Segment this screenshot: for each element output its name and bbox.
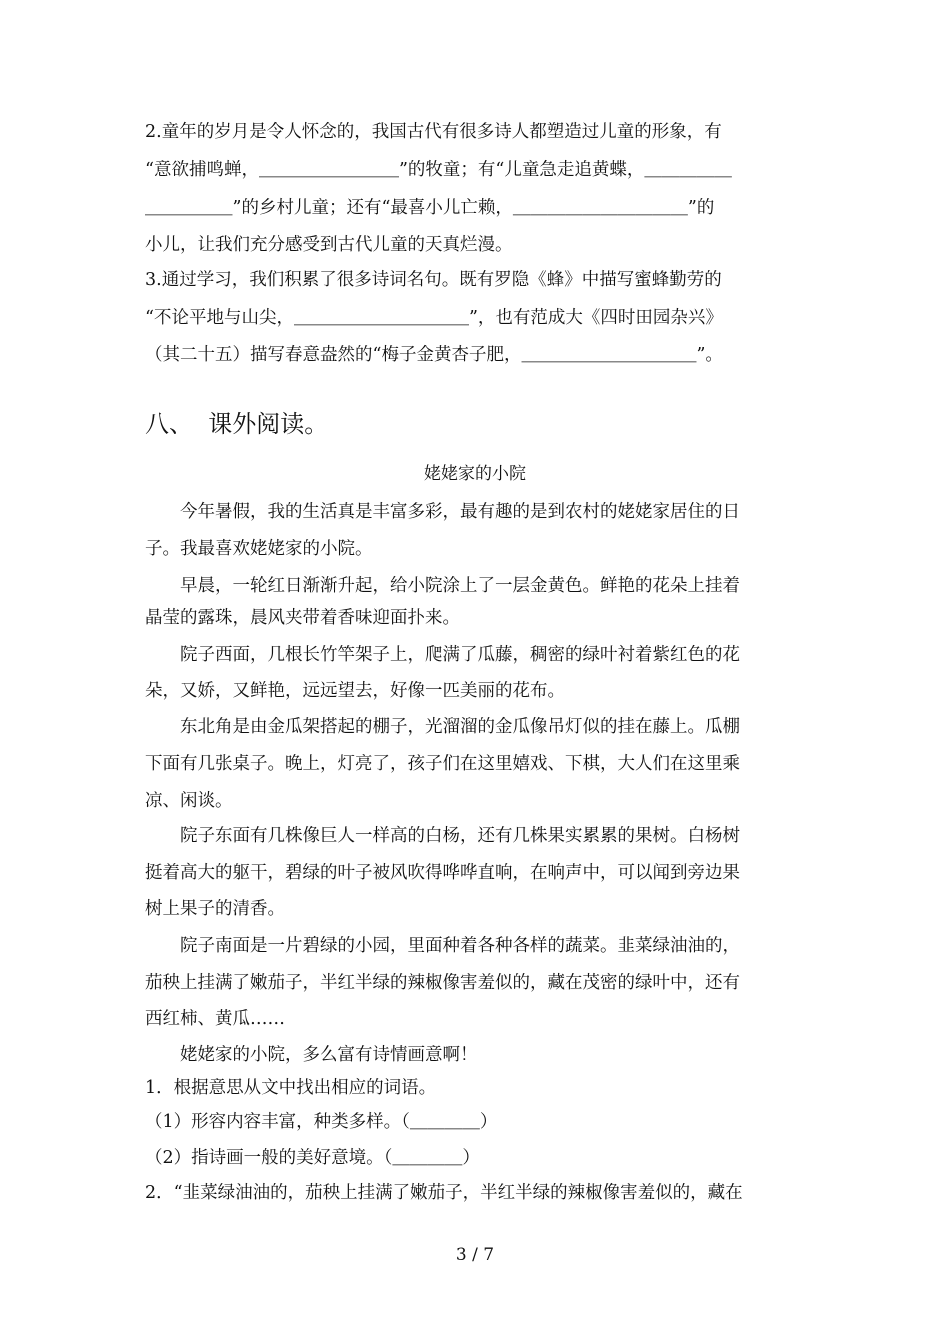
text-line: ＿＿＿＿＿”的乡村儿童；还有“最喜小儿亡赖，＿＿＿＿＿＿＿＿＿＿”的 — [145, 198, 715, 218]
passage-line: 朵，又娇，又鲜艳，远远望去，好像一匹美丽的花布。 — [145, 681, 565, 701]
page-number: 3 / 7 — [455, 1245, 495, 1265]
text-line: 小儿，让我们充分感受到古代儿童的天真烂漫。 — [145, 235, 513, 255]
question-line: 1．根据意思从文中找出相应的词语。 — [145, 1078, 437, 1098]
text-line: “意欲捕鸣蝉，＿＿＿＿＿＿＿＿”的牧童；有“儿童急走追黄蝶，＿＿＿＿＿ — [145, 160, 732, 180]
text-line: “不论平地与山尖，＿＿＿＿＿＿＿＿＿＿”，也有范成大《四时田园杂兴》 — [145, 308, 723, 328]
question-line: 2．“韭菜绿油油的，茄秧上挂满了嫩茄子，半红半绿的辣椒像害羞似的，藏在 — [145, 1183, 743, 1203]
passage-line: 晶莹的露珠，晨风夹带着香味迎面扑来。 — [145, 608, 460, 628]
question-line: （2）指诗画一般的美好意境。（＿＿＿＿） — [145, 1148, 480, 1168]
passage-line: 西红柿、黄瓜…… — [145, 1009, 285, 1029]
passage-line: 挺着高大的躯干，碧绿的叶子被风吹得哗哗直响，在响声中，可以闻到旁边果 — [145, 863, 740, 883]
text-line: （其二十五）描写春意盎然的“梅子金黄杏子肥，＿＿＿＿＿＿＿＿＿＿”。 — [145, 345, 723, 365]
passage-line: 姥姥家的小院，多么富有诗情画意啊！ — [145, 1045, 478, 1065]
text-line: 2.童年的岁月是令人怀念的，我国古代有很多诗人都塑造过儿童的形象，有 — [145, 122, 722, 142]
passage-line: 院子南面是一片碧绿的小园，里面种着各种各样的蔬菜。韭菜绿油油的， — [145, 936, 740, 956]
section-heading: 八、 课外阅读。 — [145, 410, 329, 438]
text-line: 3.通过学习，我们积累了很多诗词名句。既有罗隐《蜂》中描写蜜蜂勤劳的 — [145, 270, 722, 290]
passage-line: 凉、闲谈。 — [145, 791, 233, 811]
passage-line: 早晨，一轮红日渐渐升起，给小院涂上了一层金黄色。鲜艳的花朵上挂着 — [145, 576, 740, 596]
passage-line: 下面有几张桌子。晚上，灯亮了，孩子们在这里嬉戏、下棋，大人们在这里乘 — [145, 754, 740, 774]
passage-line: 子。我最喜欢姥姥家的小院。 — [145, 539, 373, 559]
passage-title: 姥姥家的小院 — [424, 464, 526, 484]
passage-line: 树上果子的清香。 — [145, 899, 285, 919]
question-line: （1）形容内容丰富，种类多样。（＿＿＿＿） — [145, 1112, 498, 1132]
passage-line: 茄秧上挂满了嫩茄子，半红半绿的辣椒像害羞似的，藏在茂密的绿叶中，还有 — [145, 973, 740, 993]
passage-line: 今年暑假，我的生活真是丰富多彩，最有趣的是到农村的姥姥家居住的日 — [145, 502, 740, 522]
passage-line: 东北角是由金瓜架搭起的棚子，光溜溜的金瓜像吊灯似的挂在藤上。瓜棚 — [145, 717, 740, 737]
passage-line: 院子东面有几株像巨人一样高的白杨，还有几株果实累累的果树。白杨树 — [145, 826, 740, 846]
passage-line: 院子西面，几根长竹竿架子上，爬满了瓜藤，稠密的绿叶衬着紫红色的花 — [145, 645, 740, 665]
